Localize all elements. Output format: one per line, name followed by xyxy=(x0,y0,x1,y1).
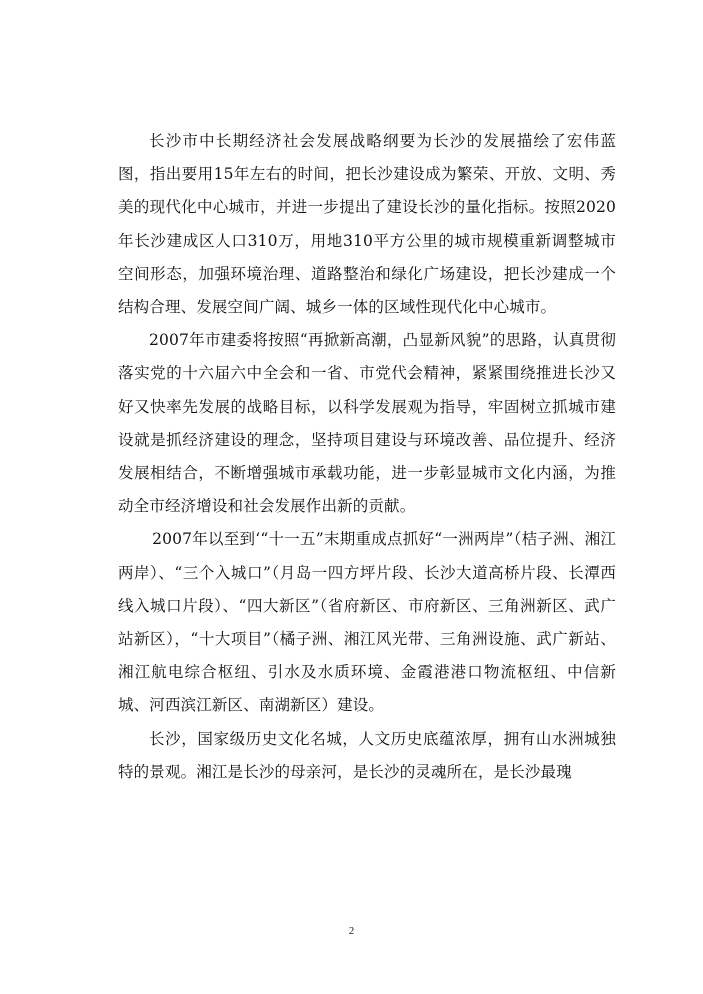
paragraph-key-projects: 2007年以至到‘“十一五”末期重成点抓好“一洲两岸”（桔子洲、湘江两岸）、“三个入城口”（月岛一四方坪片段、长沙大道高桥片段、长潭西线入城口片段）、“四大新区”（省府新区、市府新区、三角洲新区、武广站新区），“十大项目”（橘子洲、湘江风光带、三角洲设施、武广新站、湘江航电综合枢纽、引水及水质环境、金霞港港口物流枢纽、中信新城、河西滨江新区、南湖新区）建设。 xyxy=(118,530,616,715)
document-body xyxy=(118,125,616,789)
page-number: 2 xyxy=(348,925,355,937)
paragraph-construction-commission-plan: 2007年市建委将按照“再掀新高潮，凸显新风貌”的思路，认真贯彻落实党的十六届六中全会和一省、市党代会精神，紧紧围绕推进长沙又好又快率先发展的战略目标，以科学发展观为指导，牢固树立抓城市建设就是抓经济建设的理念，坚持项目建设与环境改善、品位提升、经济发展相结合，不断增强城市承载功能，进一步彰显城市文化内涵，为推动全市经济增设和社会发展作出新的贡献。 xyxy=(118,331,616,516)
paragraph-development-strategy: 长沙市中长期经济社会发展战略纲要为长沙的发展描绘了宏伟蓝图，指出要用15年左右的时间，把长沙建设成为繁荣、开放、文明、秀美的现代化中心城市，并进一步提出了建设长沙的量化指标。按照2020年长沙建成区人口310万，用地310平方公里的城市规模重新调整城市空间形态，加强环境治理、道路整治和绿化广场建设，把长沙建成一个结构合理、发展空间广阔、城乡一体的区域性现代化中心城市。 xyxy=(118,132,616,317)
paragraph-changsha-history: 长沙，国家级历史文化名城，人文历史底蕴浓厚，拥有山水洲城独特的景观。湘江是长沙的母亲河，是长沙的灵魂所在，是长沙最瑰 xyxy=(118,729,616,781)
